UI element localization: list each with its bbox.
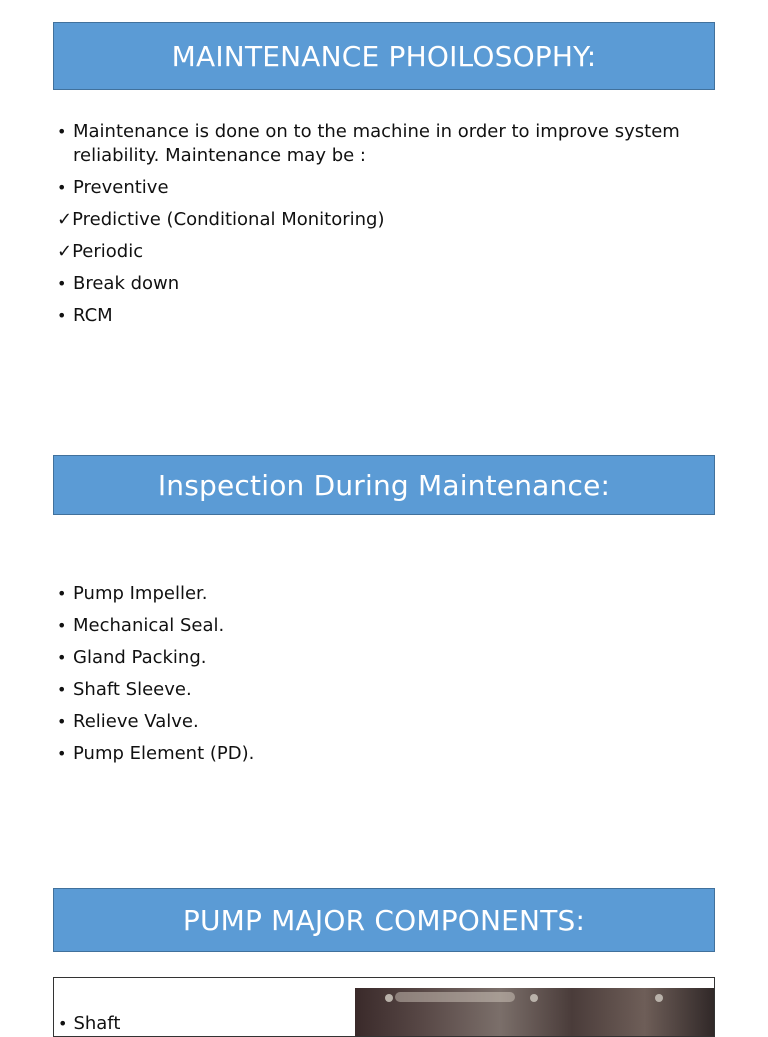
list-item [57, 176, 713, 200]
list-item [57, 304, 713, 328]
list-item-text: Gland Packing. [73, 647, 207, 668]
list-item-text: Preventive [73, 177, 169, 198]
pump-photo [355, 988, 715, 1037]
list-item-text: Shaft Sleeve. [73, 679, 192, 700]
list-item-text: Pump Element (PD). [73, 743, 255, 764]
bolt-icon [385, 994, 393, 1002]
bullet-icon: • [57, 306, 67, 325]
list-item-text: Pump Impeller. [73, 583, 208, 604]
list-item [57, 710, 254, 734]
list-item [57, 742, 254, 766]
slide3-content-frame [53, 977, 715, 1037]
list-item [58, 1012, 120, 1036]
bullet-icon: • [57, 712, 67, 731]
bullet-icon: • [57, 178, 67, 197]
bullet-icon: • [57, 584, 67, 603]
slide2-title-banner [53, 455, 715, 515]
slide1-bullet-list [57, 120, 713, 336]
list-item-text: Mechanical Seal. [73, 615, 225, 636]
slide2-title: Inspection During Maintenance: [157, 468, 611, 502]
list-item-text: Predictive (Conditional Monitoring) [72, 209, 385, 230]
slide1-title-banner [53, 22, 715, 90]
list-item [57, 120, 713, 168]
slide2-bullet-list [57, 582, 254, 774]
bullet-icon: • [57, 648, 67, 667]
list-item-text: Periodic [72, 241, 144, 262]
list-item-text: Relieve Valve. [73, 711, 199, 732]
bullet-icon: • [57, 744, 67, 763]
list-item [57, 208, 713, 232]
bullet-icon: • [57, 680, 67, 699]
list-item [57, 582, 254, 606]
list-item [57, 240, 713, 264]
bolt-icon [530, 994, 538, 1002]
bullet-icon: • [57, 616, 67, 635]
checkmark-icon: ✓ [57, 241, 73, 262]
slide3-title-banner [53, 888, 715, 952]
list-item [57, 646, 254, 670]
bullet-icon: • [58, 1014, 68, 1033]
bullet-icon: • [57, 274, 67, 293]
slide1-title: MAINTENANCE PHOILOSOPHY: [171, 39, 597, 73]
checkmark-icon: ✓ [57, 209, 73, 230]
list-item-text: Shaft [73, 1013, 121, 1034]
list-item [57, 272, 713, 296]
slide3-title: PUMP MAJOR COMPONENTS: [182, 903, 586, 937]
list-item-text: Maintenance is done on to the machine in order to improve system reliability. Maintenance may be : [73, 121, 680, 166]
bullet-icon: • [57, 122, 67, 141]
photo-highlight [395, 992, 515, 1002]
list-item-text: RCM [73, 305, 113, 326]
list-item [57, 614, 254, 638]
list-item [57, 678, 254, 702]
list-item-text: Break down [73, 273, 180, 294]
bolt-icon [655, 994, 663, 1002]
